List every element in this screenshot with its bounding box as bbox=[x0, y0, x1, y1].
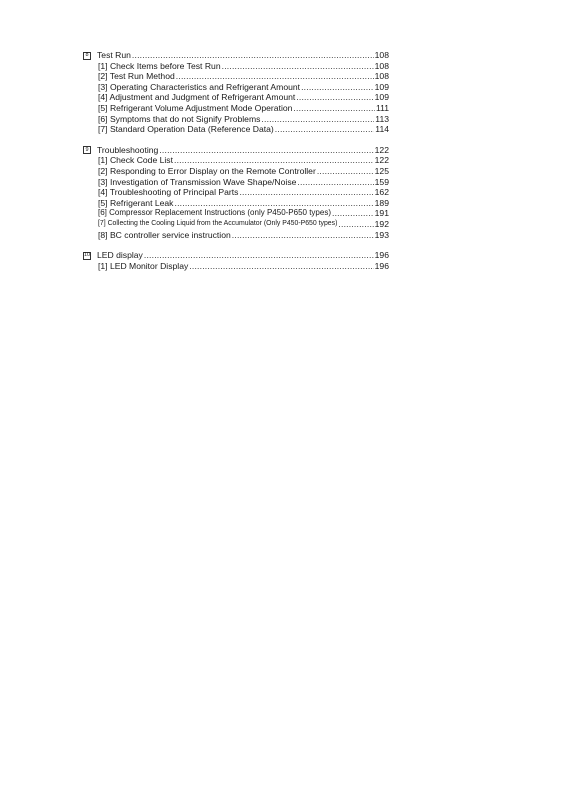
chapter-title: LED display bbox=[97, 250, 143, 261]
page-number: 192 bbox=[374, 218, 389, 229]
entry-title: [4] Adjustment and Judgment of Refrigerant Amount bbox=[98, 92, 296, 103]
page-number: 113 bbox=[375, 113, 389, 124]
entry-title: [7] Collecting the Cooling Liquid from the Accumulator (Only P450-P650 types) bbox=[98, 219, 338, 227]
page-number: 191 bbox=[374, 208, 389, 219]
page-number: 196 bbox=[374, 250, 389, 261]
page-number: 109 bbox=[374, 81, 389, 92]
dot-leader bbox=[261, 114, 374, 125]
dot-leader bbox=[176, 71, 374, 82]
entry-title: [3] Operating Characteristics and Refrigerant Amount bbox=[98, 81, 301, 92]
toc-entry-row[interactable] bbox=[83, 71, 389, 82]
toc-entry-row[interactable] bbox=[83, 124, 389, 135]
chapter-troubleshooting bbox=[83, 145, 389, 240]
toc-chapter-row[interactable] bbox=[83, 250, 389, 261]
dot-leader bbox=[239, 187, 373, 198]
toc-chapter-row[interactable] bbox=[83, 50, 389, 61]
chapter-title: Test Run bbox=[97, 50, 131, 60]
page-number: 125 bbox=[374, 165, 389, 176]
entry-title: [7] Standard Operation Data (Reference Data) bbox=[98, 124, 274, 135]
page-number: 193 bbox=[374, 229, 389, 240]
chapter-number-box: 9 bbox=[83, 146, 91, 154]
toc-entry-row[interactable] bbox=[83, 61, 389, 72]
toc-entry-row[interactable] bbox=[83, 219, 389, 230]
page-number: 122 bbox=[374, 155, 389, 166]
toc-entry-row[interactable] bbox=[83, 230, 389, 241]
page-number: 162 bbox=[374, 187, 389, 198]
toc-entry-row[interactable] bbox=[83, 177, 389, 188]
page-number: 111 bbox=[375, 102, 389, 113]
page-number: 114 bbox=[375, 124, 389, 135]
dot-leader bbox=[132, 50, 374, 61]
entry-title: [5] Refrigerant Leak bbox=[98, 197, 174, 208]
table-of-contents bbox=[83, 50, 389, 281]
dot-leader bbox=[297, 177, 373, 188]
entry-title: [1] LED Monitor Display bbox=[98, 260, 189, 271]
entry-title: [4] Troubleshooting of Principal Parts bbox=[98, 187, 239, 198]
chapter-led-display bbox=[83, 250, 389, 271]
entry-title: [2] Responding to Error Display on the Remote Controller bbox=[98, 165, 316, 176]
toc-entry-row[interactable] bbox=[83, 114, 389, 125]
page-number: 196 bbox=[374, 260, 389, 271]
chapter-number-box: 10 bbox=[83, 251, 91, 258]
chapter-title: Troubleshooting bbox=[97, 144, 159, 155]
dot-leader bbox=[275, 124, 375, 135]
dot-leader bbox=[317, 166, 374, 177]
dot-leader bbox=[144, 250, 374, 261]
toc-entry-row[interactable] bbox=[83, 155, 389, 166]
dot-leader bbox=[174, 198, 373, 209]
dot-leader bbox=[174, 155, 374, 166]
toc-entry-row[interactable] bbox=[83, 166, 389, 177]
chapter-test-run bbox=[83, 50, 389, 135]
page-number: 109 bbox=[374, 92, 389, 103]
page-number: 108 bbox=[374, 60, 389, 71]
toc-entry-row[interactable] bbox=[83, 92, 389, 103]
toc-entry-row[interactable] bbox=[83, 82, 389, 93]
entry-title: [5] Refrigerant Volume Adjustment Mode Operation bbox=[98, 102, 293, 113]
page-number: 159 bbox=[374, 176, 389, 187]
page-number: 189 bbox=[374, 197, 389, 208]
dot-leader bbox=[338, 219, 373, 230]
entry-title: [6] Symptoms that do not Signify Problems bbox=[98, 113, 261, 124]
entry-title: [3] Investigation of Transmission Wave Shape/Noise bbox=[98, 176, 297, 187]
toc-entry-row[interactable] bbox=[83, 198, 389, 209]
entry-title: [2] Test Run Method bbox=[98, 71, 175, 82]
dot-leader bbox=[332, 208, 374, 219]
entry-title: [1] Check Items before Test Run bbox=[98, 60, 221, 71]
entry-title: [1] Check Code List bbox=[98, 155, 173, 166]
dot-leader bbox=[222, 61, 374, 72]
page-number: 122 bbox=[374, 144, 389, 155]
dot-leader bbox=[301, 82, 374, 93]
toc-entry-row[interactable] bbox=[83, 187, 389, 198]
dot-leader bbox=[293, 103, 375, 114]
entry-title: [6] Compressor Replacement Instructions (only P450-P650 types) bbox=[98, 208, 331, 218]
dot-leader bbox=[232, 230, 374, 241]
toc-entry-row[interactable] bbox=[83, 208, 389, 219]
toc-entry-row[interactable] bbox=[83, 261, 389, 272]
page-number: 108 bbox=[374, 50, 389, 60]
dot-leader bbox=[159, 145, 373, 156]
toc-chapter-row[interactable] bbox=[83, 145, 389, 156]
dot-leader bbox=[189, 261, 373, 272]
dot-leader bbox=[296, 92, 373, 103]
chapter-number-box: 8 bbox=[83, 52, 91, 60]
entry-title: [8] BC controller service instruction bbox=[98, 229, 231, 240]
toc-entry-row[interactable] bbox=[83, 103, 389, 114]
page-number: 108 bbox=[374, 71, 389, 82]
